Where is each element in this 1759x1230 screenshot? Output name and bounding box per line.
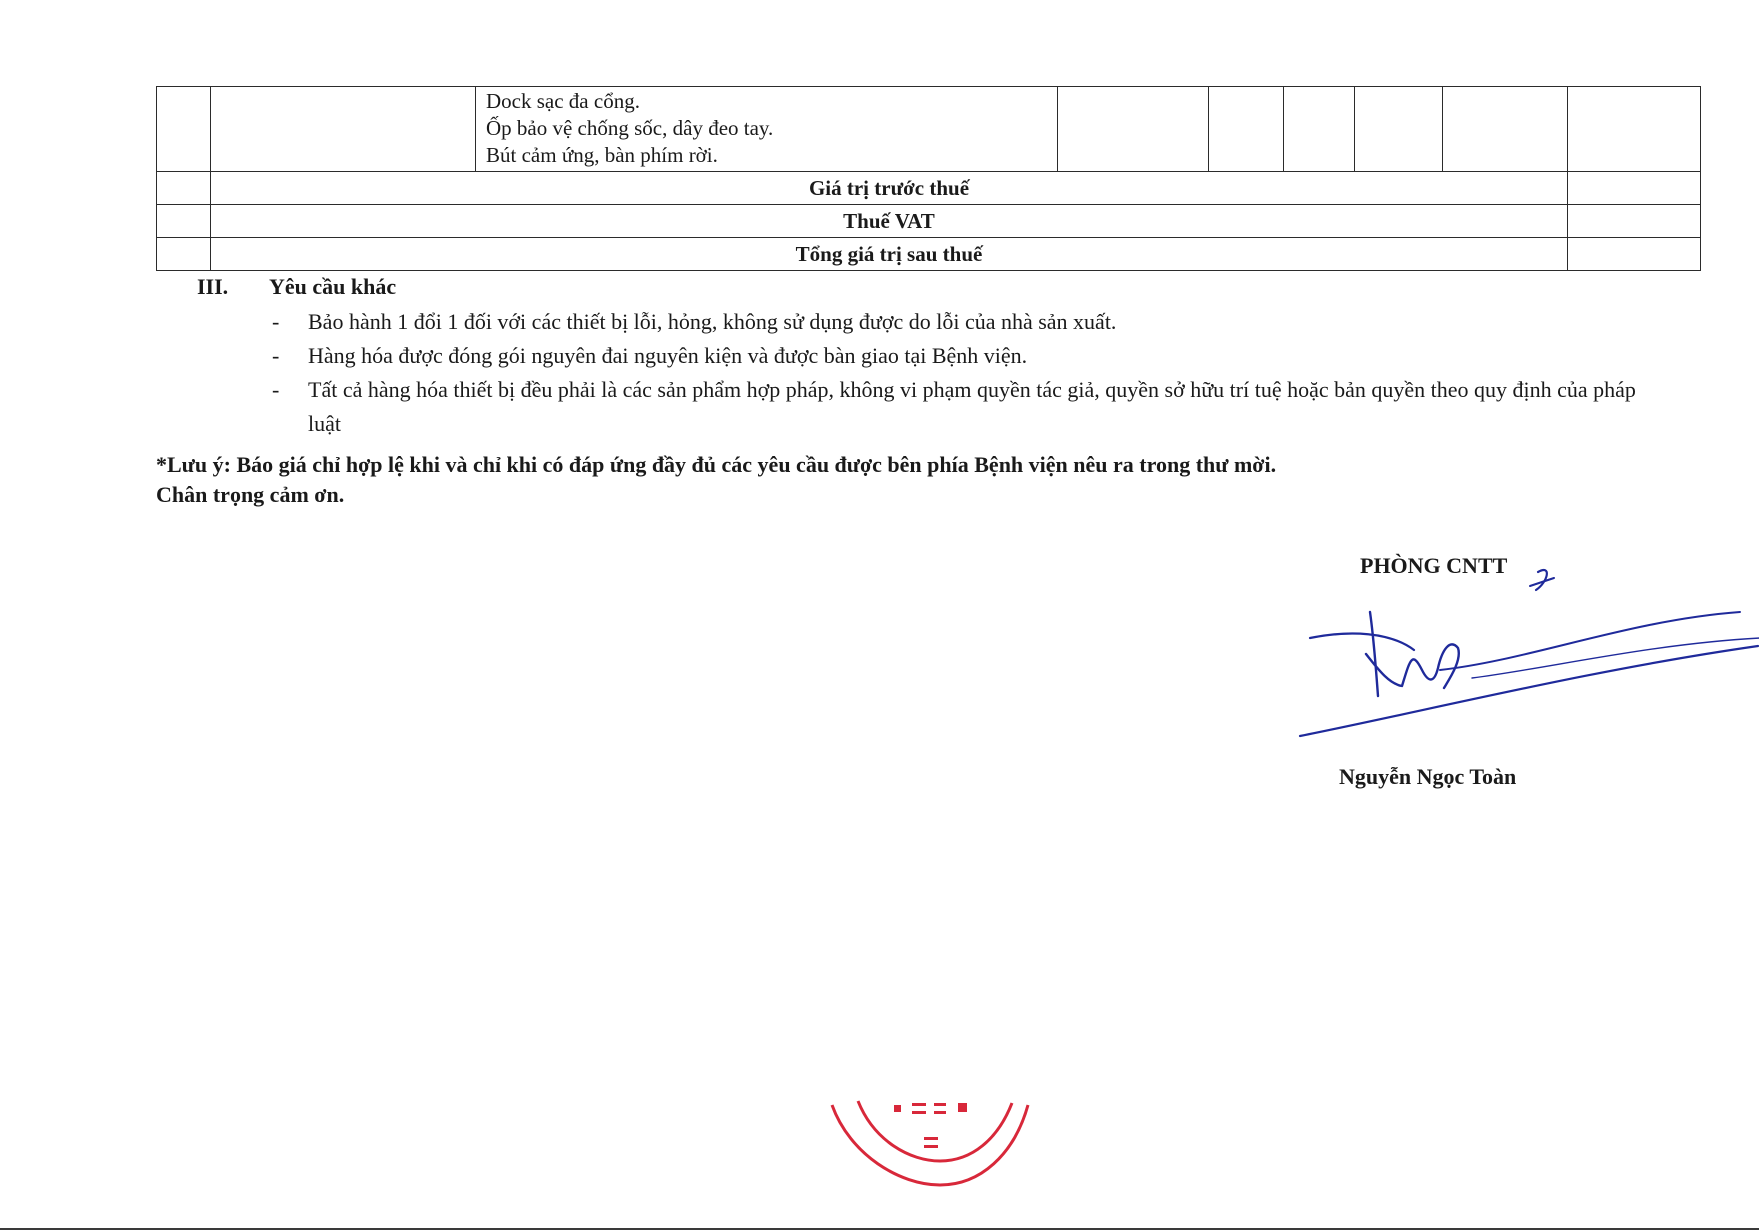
table-cell: [1568, 87, 1701, 172]
table-cell: [157, 172, 211, 205]
section-heading: [197, 274, 396, 300]
stamp-seal-icon: [820, 1085, 1040, 1230]
description-line: Dock sạc đa cổng.: [486, 89, 640, 113]
signature-strokes: [1300, 570, 1759, 736]
closing-text: Chân trọng cảm ơn.: [156, 482, 345, 507]
total-row: [157, 238, 1701, 271]
spec-table: [156, 86, 1701, 271]
bullet-dash: -: [272, 309, 280, 334]
description-line: Ốp bảo vệ chống sốc, dây đeo tay.: [486, 116, 774, 140]
description-line: Bút cảm ứng, bàn phím rời.: [486, 143, 718, 167]
list-item-text: Tất cả hàng hóa thiết bị đều phải là các sản phẩm hợp pháp, không vi phạm quyền tác giả, quyền sở hữu trí tuệ hoặc bản quyền theo quy định của pháp luật: [308, 377, 1636, 436]
note-text: *Lưu ý: Báo giá chỉ hợp lệ khi và chỉ khi có đáp ứng đầy đủ các yêu cầu được bên phía Bệnh viện nêu ra trong thư mời.: [156, 452, 1277, 477]
description-cell: [476, 87, 1058, 172]
subtotal-row: [157, 172, 1701, 205]
signer-name: Nguyễn Ngọc Toàn: [1339, 764, 1517, 789]
bullet-dash: -: [272, 343, 280, 368]
table-cell: [1209, 87, 1284, 172]
list-item: [272, 373, 1652, 441]
table-cell: [157, 87, 211, 172]
table-cell: [1058, 87, 1209, 172]
vat-value-cell: [1568, 205, 1701, 238]
list-item-text: Bảo hành 1 đổi 1 đối với các thiết bị lỗi, hỏng, không sử dụng được do lỗi của nhà sản xuất.: [308, 309, 1117, 334]
table-cell: [211, 87, 476, 172]
list-item-text: Hàng hóa được đóng gói nguyên đai nguyên kiện và được bàn giao tại Bệnh viện.: [308, 343, 1028, 368]
list-item: [272, 305, 1652, 339]
table-cell: [1355, 87, 1443, 172]
bullet-dash: -: [272, 377, 280, 402]
department-label: PHÒNG CNTT: [1360, 553, 1508, 578]
subtotal-label: Giá trị trước thuế: [211, 172, 1568, 205]
total-label: Tổng giá trị sau thuế: [211, 238, 1568, 271]
vat-label: Thuế VAT: [211, 205, 1568, 238]
total-value-cell: [1568, 238, 1701, 271]
stamp-marks: [894, 1103, 967, 1148]
table-cell: [157, 238, 211, 271]
requirements-list: [272, 305, 1652, 441]
vat-row: [157, 205, 1701, 238]
table-cell: [157, 205, 211, 238]
subtotal-value-cell: [1568, 172, 1701, 205]
section-number: III.: [197, 274, 229, 299]
section-title: Yêu cầu khác: [269, 274, 397, 299]
list-item: [272, 339, 1652, 373]
table-cell: [1443, 87, 1568, 172]
table-row: [157, 87, 1701, 172]
handwritten-signature: [1290, 560, 1759, 750]
table-cell: [1284, 87, 1355, 172]
stamp-strokes: [832, 1101, 1028, 1185]
